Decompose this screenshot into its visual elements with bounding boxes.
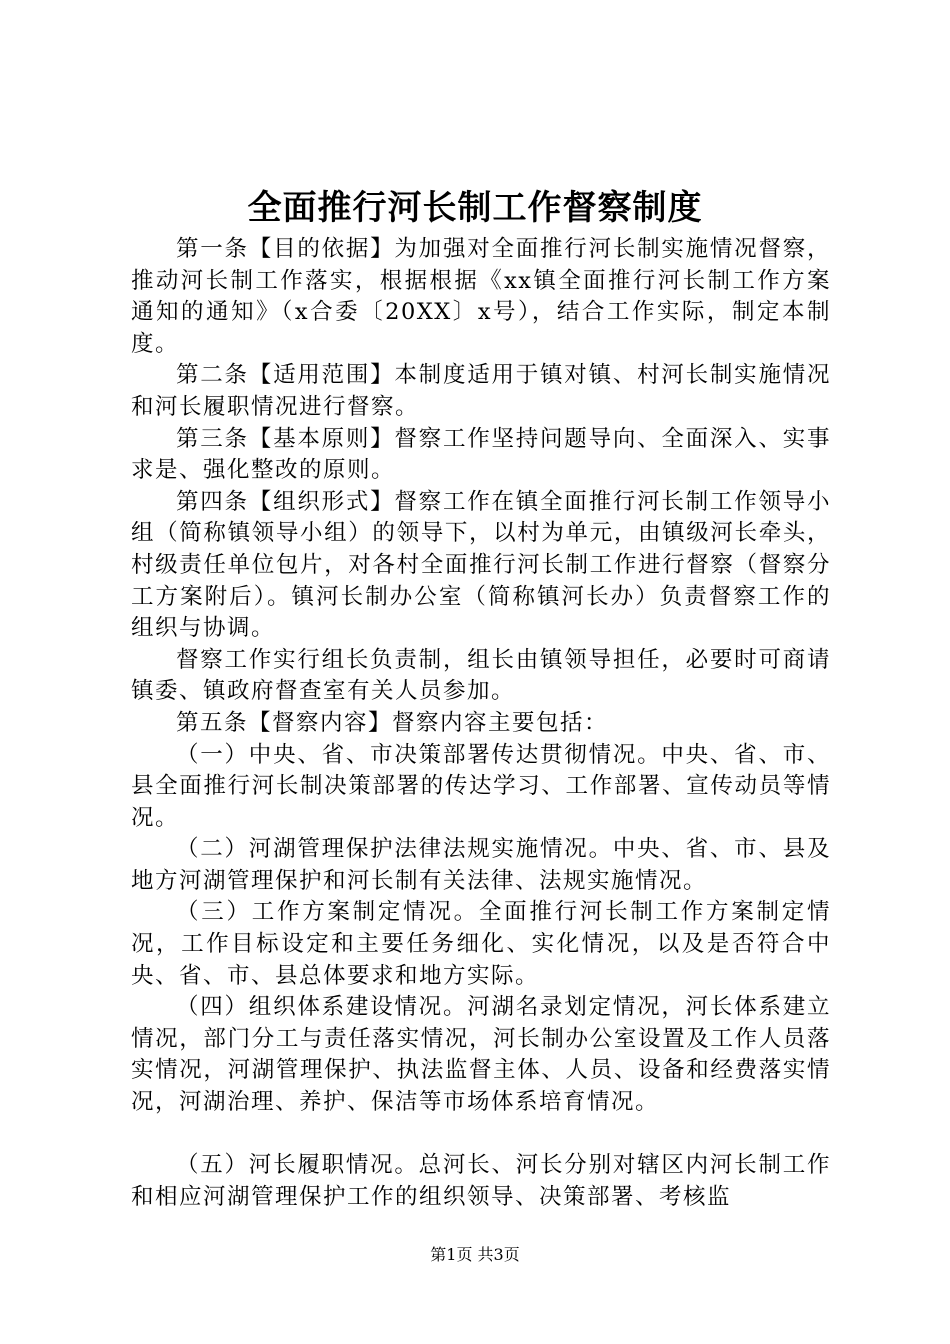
paragraph-article-1: 第一条【目的依据】为加强对全面推行河长制实施情况督察，推动河长制工作落实，根据根据《xx镇全面推行河长制工作方案通知的通知》（x合委〔20XX〕x号），结合工作实际，制定本制度。 <box>131 236 831 357</box>
paragraph-item-2: （二）河湖管理保护法律法规实施情况。中央、省、市、县及地方河湖管理保护和河长制有关法律、法规实施情况。 <box>131 836 831 894</box>
paragraph-item-5: （五）河长履职情况。总河长、河长分别对辖区内河长制工作和相应河湖管理保护工作的组织领导、决策部署、考核监 <box>131 1152 831 1210</box>
paragraph-item-4: （四）组织体系建设情况。河湖名录划定情况，河长体系建立情况，部门分工与责任落实情况，河长制办公室设置及工作人员落实情况，河湖管理保护、执法监督主体、人员、设备和经费落实情况，河湖治理、养护、保洁等市场体系培育情况。 <box>131 994 831 1116</box>
document-body <box>131 234 831 1213</box>
paragraph-article-5: 第五条【督察内容】督察内容主要包括： <box>176 709 609 736</box>
page-number-footer: 第1页 共3页 <box>430 1245 520 1264</box>
paragraph-article-4: 第四条【组织形式】督察工作在镇全面推行河长制工作领导小组（简称镇领导小组）的领导下，以村为单元，由镇级河长牵头，村级责任单位包片，对各村全面推行河长制工作进行督察（督察分工方案附后）。镇河长制办公室（简称镇河长办）负责督察工作的组织与协调。 <box>131 488 831 642</box>
document-title: 全面推行河长制工作督察制度 <box>247 188 703 228</box>
paragraph-item-1: （一）中央、省、市决策部署传达贯彻情况。中央、省、市、县全面推行河长制决策部署的传达学习、工作部署、宣传动员等情况。 <box>131 741 831 831</box>
paragraph-article-2: 第二条【适用范围】本制度适用于镇对镇、村河长制实施情况和河长履职情况进行督察。 <box>131 362 831 420</box>
paragraph-article-4-supplement: 督察工作实行组长负责制，组长由镇领导担任，必要时可商请镇委、镇政府督查室有关人员参加。 <box>131 646 831 705</box>
paragraph-item-3: （三）工作方案制定情况。全面推行河长制工作方案制定情况，工作目标设定和主要任务细化、实化情况，以及是否符合中央、省、市、县总体要求和地方实际。 <box>131 899 831 989</box>
paragraph-article-3: 第三条【基本原则】督察工作坚持问题导向、全面深入、实事求是、强化整改的原则。 <box>131 425 831 484</box>
